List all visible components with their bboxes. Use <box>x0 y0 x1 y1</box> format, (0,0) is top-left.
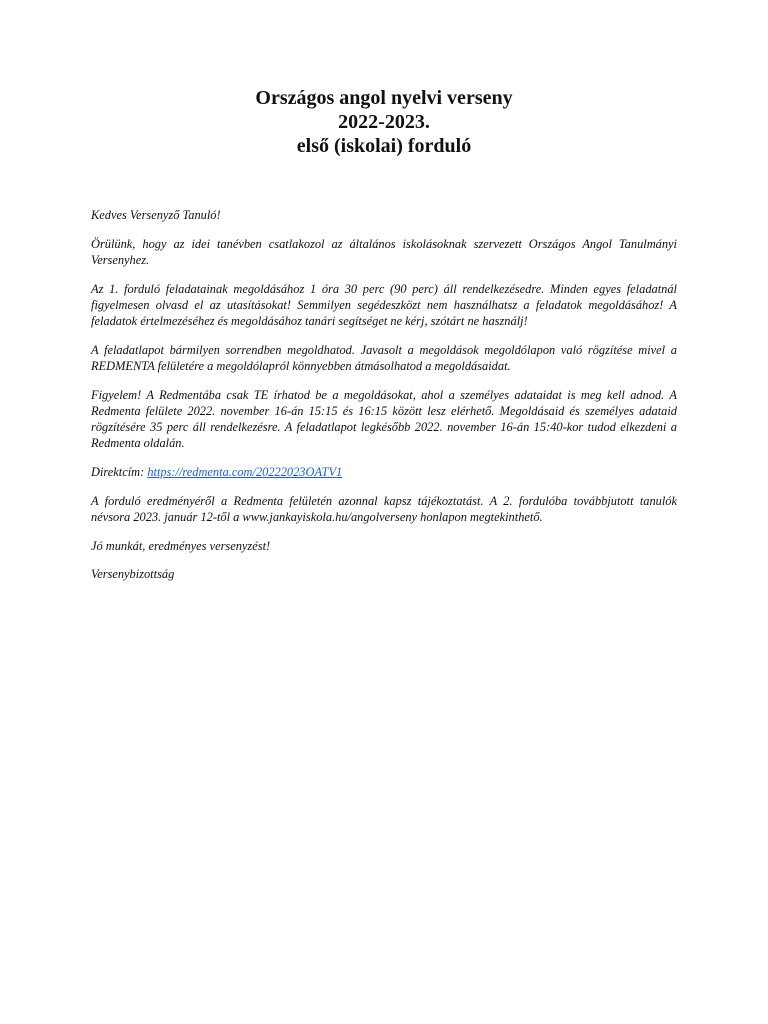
direct-address <box>91 464 677 480</box>
greeting: Kedves Versenyző Tanuló! <box>91 208 221 222</box>
title-line-3: első (iskolai) forduló <box>296 135 472 157</box>
paragraph-attention: Figyelem! A Redmentába csak TE írhatod be a megoldásokat, ahol a személyes adataidat is meg kell adnod. A Redmenta felülete 2022. november 16-án 15:15 és 16:15 között lesz elérhető. Megoldásaid és személyes adataid rögzítésére 35 perc áll rendelkezésre. A feladatlapot legkésőbb 2022. november 16-án 15:40-kor tudod elkezdeni a Redmenta oldalán. <box>91 387 677 451</box>
title-line-2: 2022-2023. <box>338 111 430 133</box>
direct-address-label: Direktcím: <box>91 464 148 479</box>
paragraph-results: A forduló eredményéről a Redmenta felületén azonnal kapsz tájékoztatást. A 2. fordulóba továbbjutott tanulók névsora 2023. január 12-től a www.jankayiskola.hu/angolverseny honlapon megtekinthető. <box>91 493 677 524</box>
redmenta-link[interactable]: https://redmenta.com/20222023OATV1 <box>147 464 343 479</box>
document-body <box>91 207 677 595</box>
title-line-1: Országos angol nyelvi verseny <box>255 87 513 109</box>
paragraph-intro: Örülünk, hogy az idei tanévben csatlakozol az általános iskolásoknak szervezett Országos Angol Tanulmányi Versenyhez. <box>91 236 677 267</box>
closing-wish: Jó munkát, eredményes versenyzést! <box>91 538 271 553</box>
document-title <box>0 86 768 158</box>
paragraph-order: A feladatlapot bármilyen sorrendben megoldhatod. Javasolt a megoldások megoldólapon való rögzítése mivel a REDMENTA felületére a megoldólapról könnyebben átmásolhatod a megoldásaidat. <box>91 342 677 373</box>
paragraph-instructions: Az 1. forduló feladatainak megoldásához 1 óra 30 perc (90 perc) áll rendelkezésedre. Minden egyes feladatnál figyelmesen olvasd el az utasításokat! Semmilyen segédeszközt nem használhatsz a feladatok megoldásához! A feladatok értelmezéséhez és megoldásához tanári segítséget ne kérj, szótárt ne használj! <box>91 281 677 329</box>
signature: Versenybizottság <box>91 567 175 582</box>
